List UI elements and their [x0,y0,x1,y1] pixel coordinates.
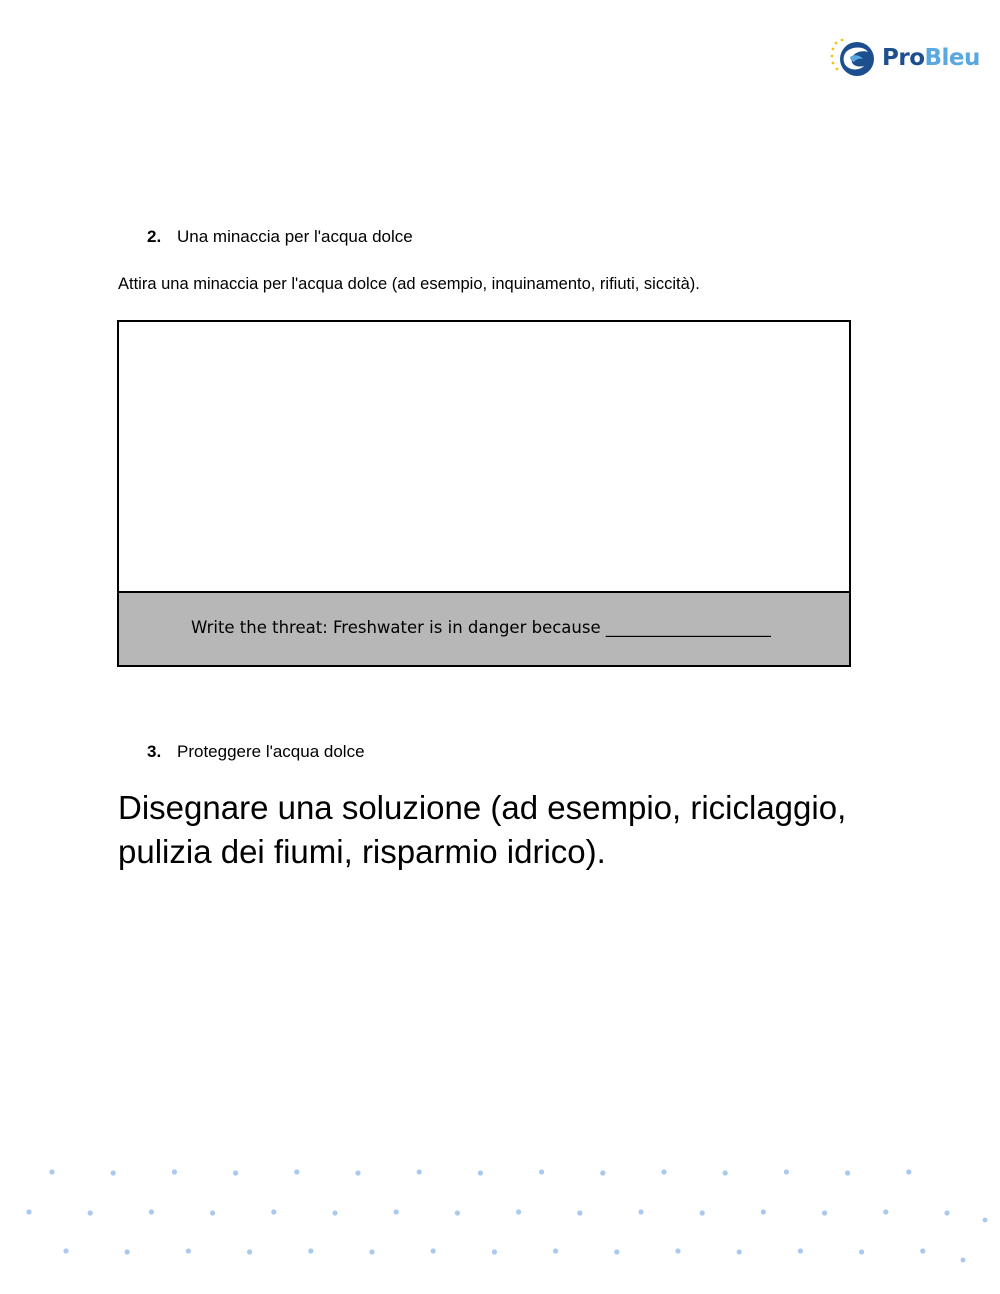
decorative-dot-pattern [0,1150,1000,1280]
decorative-dot [638,1209,643,1214]
decorative-dot [723,1170,728,1175]
decorative-dot [186,1248,191,1253]
decorative-dot [761,1209,766,1214]
decorative-dot [906,1169,911,1174]
threat-drawing-area[interactable] [119,322,849,591]
decorative-dot [961,1258,966,1263]
decorative-dot [394,1209,399,1214]
decorative-dot [478,1170,483,1175]
decorative-dot [247,1249,252,1254]
wordmark-pro: Pro [882,45,925,71]
probleu-logo [830,38,985,82]
decorative-dot [553,1248,558,1253]
probleu-wordmark [882,45,980,71]
section-3-instruction: Disegnare una soluzione (ad esempio, riciclaggio, pulizia dei fiumi, risparmio idrico). [118,789,847,870]
decorative-dot [111,1170,116,1175]
decorative-dot [661,1169,666,1174]
decorative-dot [308,1248,313,1253]
decorative-dot [577,1210,582,1215]
probleu-logo-icon [830,38,880,82]
decorative-dot [431,1248,436,1253]
wordmark-bleu: Bleu [924,45,980,71]
decorative-dot [700,1210,705,1215]
decorative-dot [88,1210,93,1215]
section-2-number: 2. [147,227,162,246]
decorative-dot [210,1210,215,1215]
decorative-dot [600,1170,605,1175]
decorative-dot [294,1169,299,1174]
decorative-dot [920,1248,925,1253]
decorative-dot [737,1249,742,1254]
decorative-dot [883,1209,888,1214]
decorative-dot [784,1169,789,1174]
decorative-dot [675,1248,680,1253]
decorative-dot [845,1170,850,1175]
decorative-dot [417,1169,422,1174]
decorative-dot [149,1209,154,1214]
section-3-title: Proteggere l'acqua dolce [177,742,365,761]
decorative-dot [26,1209,31,1214]
decorative-dot [172,1169,177,1174]
decorative-dot [944,1210,949,1215]
decorative-dot [49,1169,54,1174]
section-2-heading [147,227,413,247]
decorative-dot [859,1249,864,1254]
section-2-title: Una minaccia per l'acqua dolce [177,227,413,246]
decorative-dot [492,1249,497,1254]
decorative-dot [233,1170,238,1175]
decorative-dot [63,1248,68,1253]
decorative-dot [271,1209,276,1214]
decorative-dot [798,1248,803,1253]
threat-drawing-box [117,320,851,667]
threat-caption-band [119,591,849,665]
decorative-dot [614,1249,619,1254]
decorative-dot [455,1210,460,1215]
decorative-dot [369,1249,374,1254]
decorative-dot [516,1209,521,1214]
section-3-number: 3. [147,742,162,761]
threat-caption-text: Write the threat: Freshwater is in danger because ____________________ [191,618,771,637]
decorative-dot [355,1170,360,1175]
decorative-dot [983,1218,988,1223]
section-3-heading [147,742,365,762]
section-2-instruction: Attira una minaccia per l'acqua dolce (ad esempio, inquinamento, rifiuti, siccità). [118,275,700,293]
decorative-dot [539,1169,544,1174]
decorative-dot [822,1210,827,1215]
decorative-dot [125,1249,130,1254]
decorative-dot [332,1210,337,1215]
